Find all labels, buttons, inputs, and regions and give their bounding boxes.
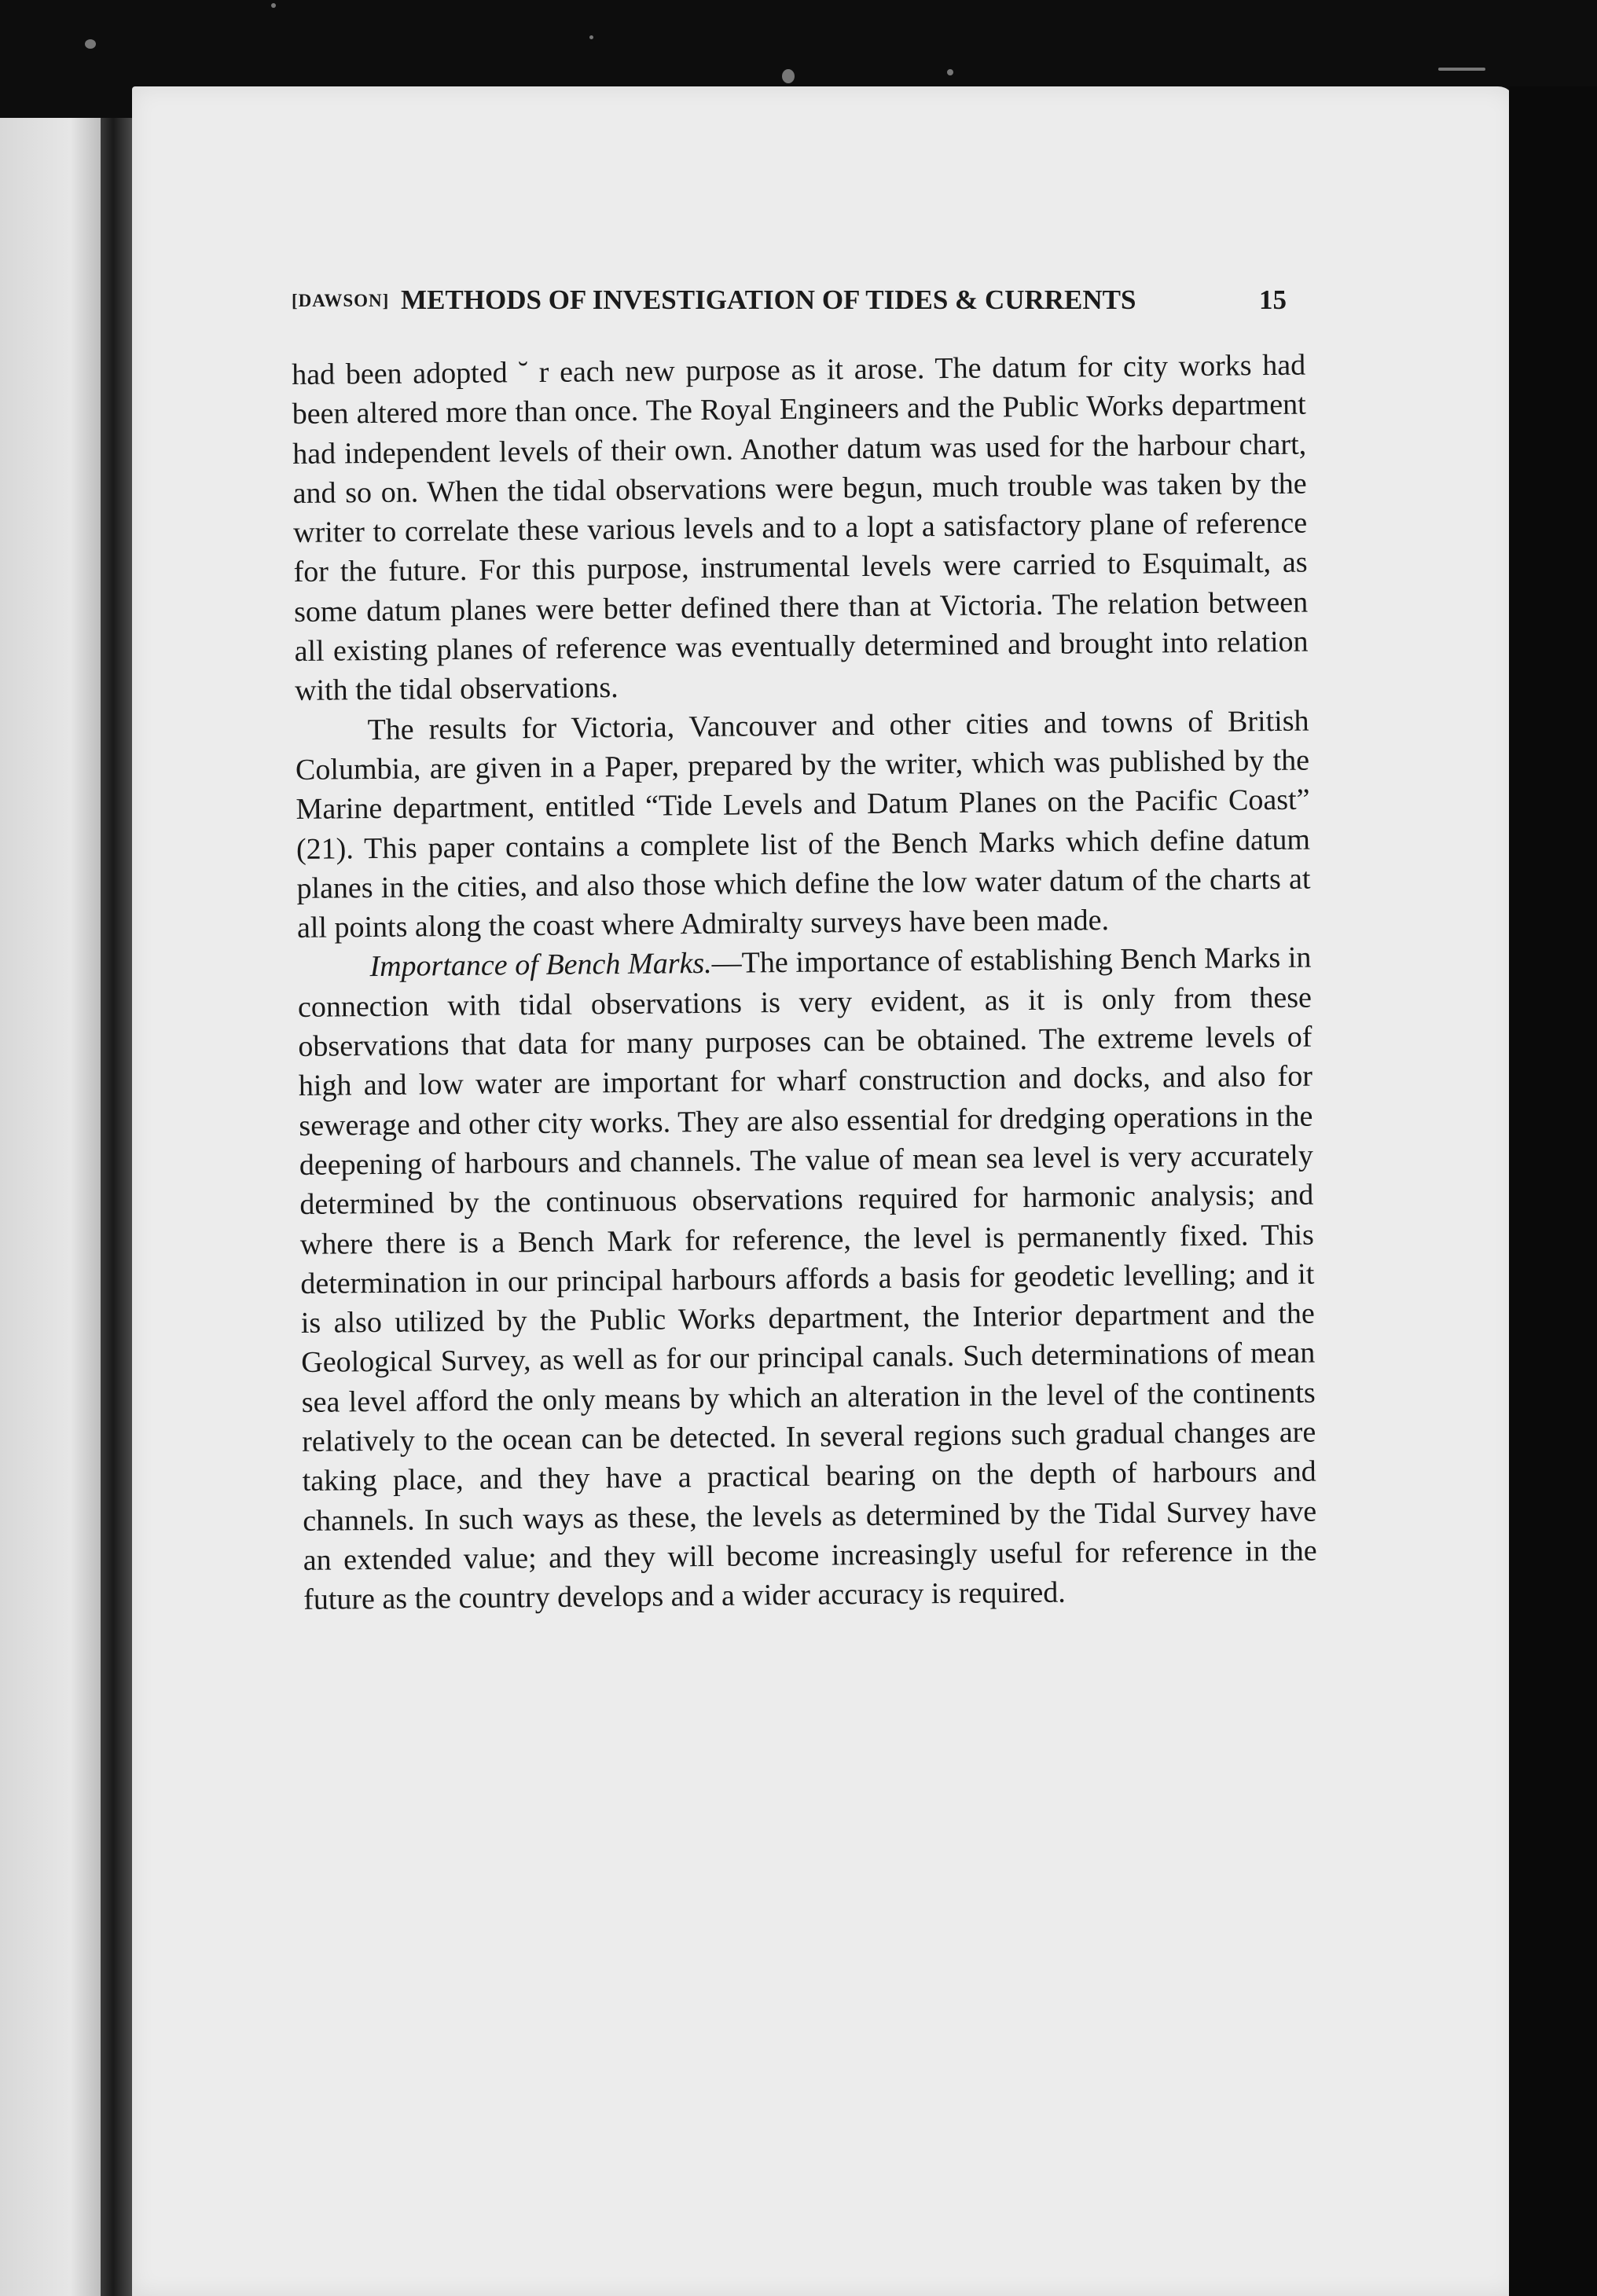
film-speck [271, 3, 276, 8]
paragraph [297, 938, 1317, 1619]
film-border [1509, 86, 1597, 2296]
header-title: METHODS OF INVESTIGATION OF TIDES & CURRENTS [401, 284, 1136, 315]
header-author: [DAWSON] [292, 291, 390, 310]
previous-page-edge [0, 118, 101, 2296]
page-number: 15 [1259, 284, 1287, 315]
film-speck [1438, 68, 1485, 71]
page-body [292, 346, 1317, 1620]
page-gutter [101, 118, 132, 2296]
film-speck [589, 35, 593, 39]
film-speck [947, 69, 953, 75]
paragraph-text: —The importance of establishing Bench Marks in connection with tidal observations is very evident, as it is only from these observations that data for many purposes can be obtained. The extreme levels of high and low water are important for wharf construction and docks, and also for sewerage and other city works. They are also essential for dredging operations in the deepening of harbours and channels. The value of mean sea level is very accurately determined by the continuous observations required for harmonic analysis; and where there is a Bench Mark for reference, the level is permanently fixed. This determination in our principal harbours affords a basis for geodetic levelling; and it is also utilized by the Public Works department, the Interior department and the Geological Survey, as well as for our principal canals. Such determinations of mean sea level afford the only means by which an alteration in the level of the continents relatively to the ocean can be detected. In several regions such gradual changes are taking place, and they have a practical bearing on the depth of harbours and channels. In such ways as these, the levels as determined by the Tidal Survey have an extended value; and they will become increasingly useful for reference in the future as the country develops and a wider accuracy is required. [297, 941, 1317, 1617]
film-speck [85, 39, 96, 49]
film-speck [782, 69, 795, 83]
running-header [292, 284, 1313, 324]
paragraph: The results for Victoria, Vancouver and other cities and towns of British Columbia, are given in a Paper, prepared by the writer, which was published by the Marine department, entitled “Tide Levels and Datum Planes on the Pacific Coast” (21). This paper contains a complete list of the Bench Marks which define datum planes in the cities, and also those which define the low water datum of the charts at all points along the coast where Admiralty surveys have been made. [295, 704, 1311, 945]
section-heading: Importance of Bench Marks. [369, 947, 712, 984]
paragraph: had been adopted ˘ r each new purpose as it arose. The datum for city works had been altered more than once. The Royal Engineers and the Public Works department had independent levels of their own. Another datum was used for the harbour chart, and so on. When the tidal observations were begun, much trouble was taken by the writer to correlate these various levels and to a lopt a satisfactory plane of reference for the future. For this purpose, instrumental levels were carried to Esquimalt, as some datum planes were better defined there than at Victoria. The relation between all existing planes of reference was eventually determined and brought into relation with the tidal observations. [292, 348, 1309, 708]
